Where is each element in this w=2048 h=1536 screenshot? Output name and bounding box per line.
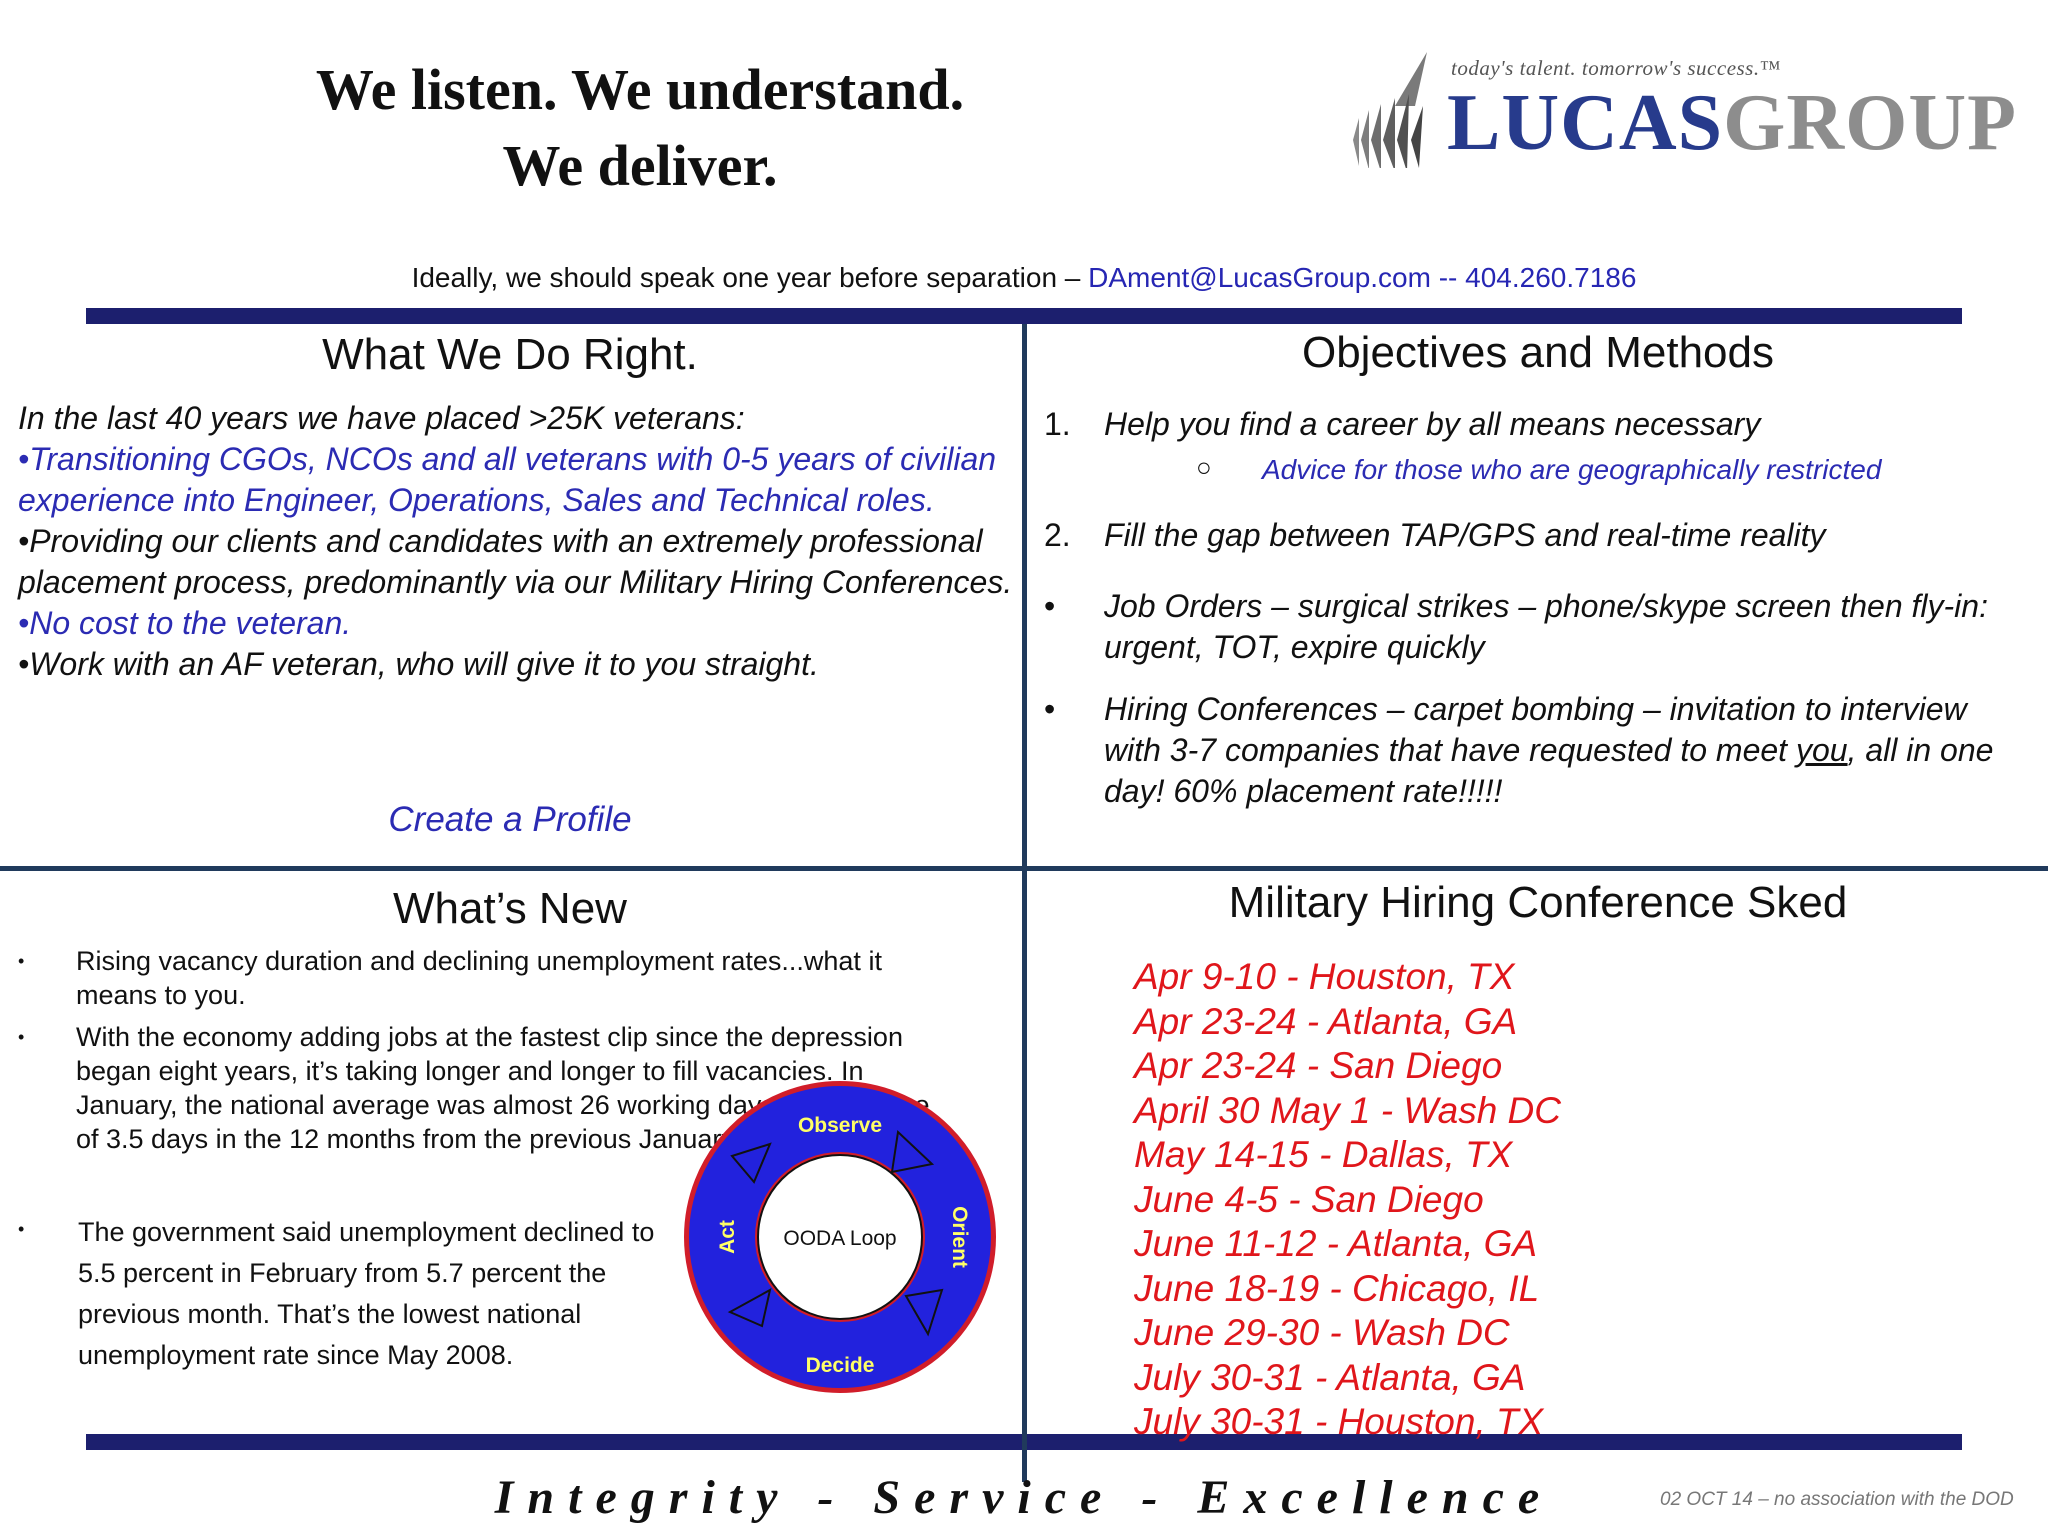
objective-item-1 [1044, 404, 2034, 446]
objective-text-part: , all in one day! 60% placement rate!!!!! [1104, 732, 1994, 809]
schedule-item: Apr 23-24 - San Diego [1134, 1045, 1503, 1086]
schedule-item: June 29-30 - Wash DC [1134, 1312, 1510, 1353]
tagline-line-2: We deliver. [502, 133, 778, 198]
schedule-item: July 30-31 - Houston, TX [1134, 1401, 1544, 1442]
tagline-line-1: We listen. We understand. [315, 57, 965, 122]
horizontal-divider [0, 866, 2048, 871]
whats-new-title: What’s New [393, 884, 627, 933]
objective-text: Fill the gap between TAP/GPS and real-time reality [1104, 517, 1826, 553]
schedule-item: May 14-15 - Dallas, TX [1134, 1134, 1513, 1175]
logo-name [1447, 78, 2017, 168]
objective-item-3 [1044, 586, 2034, 670]
ooda-orient-label: Orient [948, 1206, 971, 1268]
objective-number: 2. [1044, 517, 1071, 553]
schedule-item: April 30 May 1 - Wash DC [1134, 1089, 1561, 1131]
what-we-do-list [18, 398, 1018, 685]
footer-note: 02 OCT 14 – no association with the DOD [1660, 1489, 2014, 1510]
objective-text [1104, 689, 2024, 812]
lucas-group-logo [1345, 48, 2018, 168]
contact-separator: -- [1430, 262, 1466, 293]
objective-number: 1. [1044, 406, 1071, 442]
bullet-icon: • [1044, 588, 1056, 624]
bullet-icon: • [18, 1219, 25, 1239]
schedule-item: June 11-12 - Atlanta, GA [1134, 1223, 1538, 1264]
what-we-do-intro: In the last 40 years we have placed >25K veterans: [18, 400, 745, 436]
logo-name-lucas: LUCAS [1447, 79, 1724, 167]
ooda-loop-diagram [670, 1080, 1010, 1400]
what-we-do-item: •No cost to the veteran. [18, 605, 352, 641]
footer-motto: Integrity - Service - Excellence [494, 1471, 1554, 1524]
logo-name-group: GROUP [1723, 79, 2018, 167]
contact-line [0, 262, 2048, 294]
whats-new-text: With the economy adding jobs at the fastest clip since the depression began eight years, it’s taking longer and longer to fill vacancies. In January, the national average was almost 26 working days, an increase of 3.5 days in the 12 months from the previous January. [76, 1022, 930, 1154]
objective-text: Help you find a career by all means necessary [1104, 406, 1761, 442]
logo-wing-icon [1345, 48, 1445, 168]
whats-new-item-1 [18, 944, 978, 1014]
whats-new-text: Rising vacancy duration and declining unemployment rates...what it means to you. [76, 946, 882, 1010]
bullet-icon: • [18, 1027, 25, 1047]
schedule-item: Apr 23-24 - Atlanta, GA [1134, 1000, 1518, 1042]
schedule-item: June 18-19 - Chicago, IL [1134, 1267, 1540, 1309]
email-link[interactable]: DAment@LucasGroup.com [1088, 262, 1431, 293]
objective-item-4 [1044, 689, 2034, 815]
objective-text-part: Hiring Conferences – carpet bombing – invitation to interview with 3-7 companies that have requested to meet [1104, 691, 1967, 768]
schedule-item: June 4-5 - San Diego [1134, 1178, 1484, 1220]
whats-new-text: The government said unemployment declined to 5.5 percent in February from 5.7 percent the previous month. That’s the lowest national unemployment rate since May 2008. [78, 1217, 655, 1370]
vertical-divider [1022, 324, 1027, 1482]
bullet-icon: • [1044, 691, 1056, 727]
objective-text: Job Orders – surgical strikes – phone/skype screen then fly-in: urgent, TOT, expire quickly [1104, 588, 1988, 665]
ooda-center-label: OODA Loop [783, 1227, 897, 1250]
what-we-do-item: •Transitioning CGOs, NCOs and all veterans with 0-5 years of civilian experience into Engineer, Operations, Sales and Technical roles. [18, 441, 997, 518]
phone-number[interactable]: 404.260.7186 [1465, 262, 1637, 293]
schedule-item: Apr 9-10 - Houston, TX [1134, 956, 1515, 997]
bullet-icon: • [18, 951, 25, 971]
ooda-act-label: Act [716, 1220, 739, 1254]
schedule-title: Military Hiring Conference Sked [1228, 878, 1848, 927]
objectives-title: Objectives and Methods [1301, 328, 1775, 377]
schedule-item: July 30-31 - Atlanta, GA [1134, 1356, 1526, 1398]
what-we-do-item: •Providing our clients and candidates with an extremely professional placement process, predominantly via our Military Hiring Conferences. [18, 523, 1013, 600]
schedule-list [1134, 955, 1561, 1445]
what-we-do-item: •Work with an AF veteran, who will give it to you straight. [18, 646, 819, 682]
objective-item-2 [1044, 515, 2034, 557]
objective-text-underlined: you [1795, 732, 1848, 768]
top-divider-bar [86, 308, 1962, 324]
create-profile-link[interactable]: Create a Profile [388, 800, 632, 839]
sub-bullet-icon: ○ [1196, 452, 1212, 482]
ooda-observe-label: Observe [797, 1114, 883, 1137]
objective-sub-item: Advice for those who are geographically restricted [1262, 454, 1882, 485]
ooda-decide-label: Decide [805, 1354, 875, 1377]
contact-text: Ideally, we should speak one year before separation – [411, 262, 1081, 293]
what-we-do-title: What We Do Right. [322, 330, 698, 379]
logo-slogan: today's talent. tomorrow's success.™ [1451, 56, 1781, 80]
